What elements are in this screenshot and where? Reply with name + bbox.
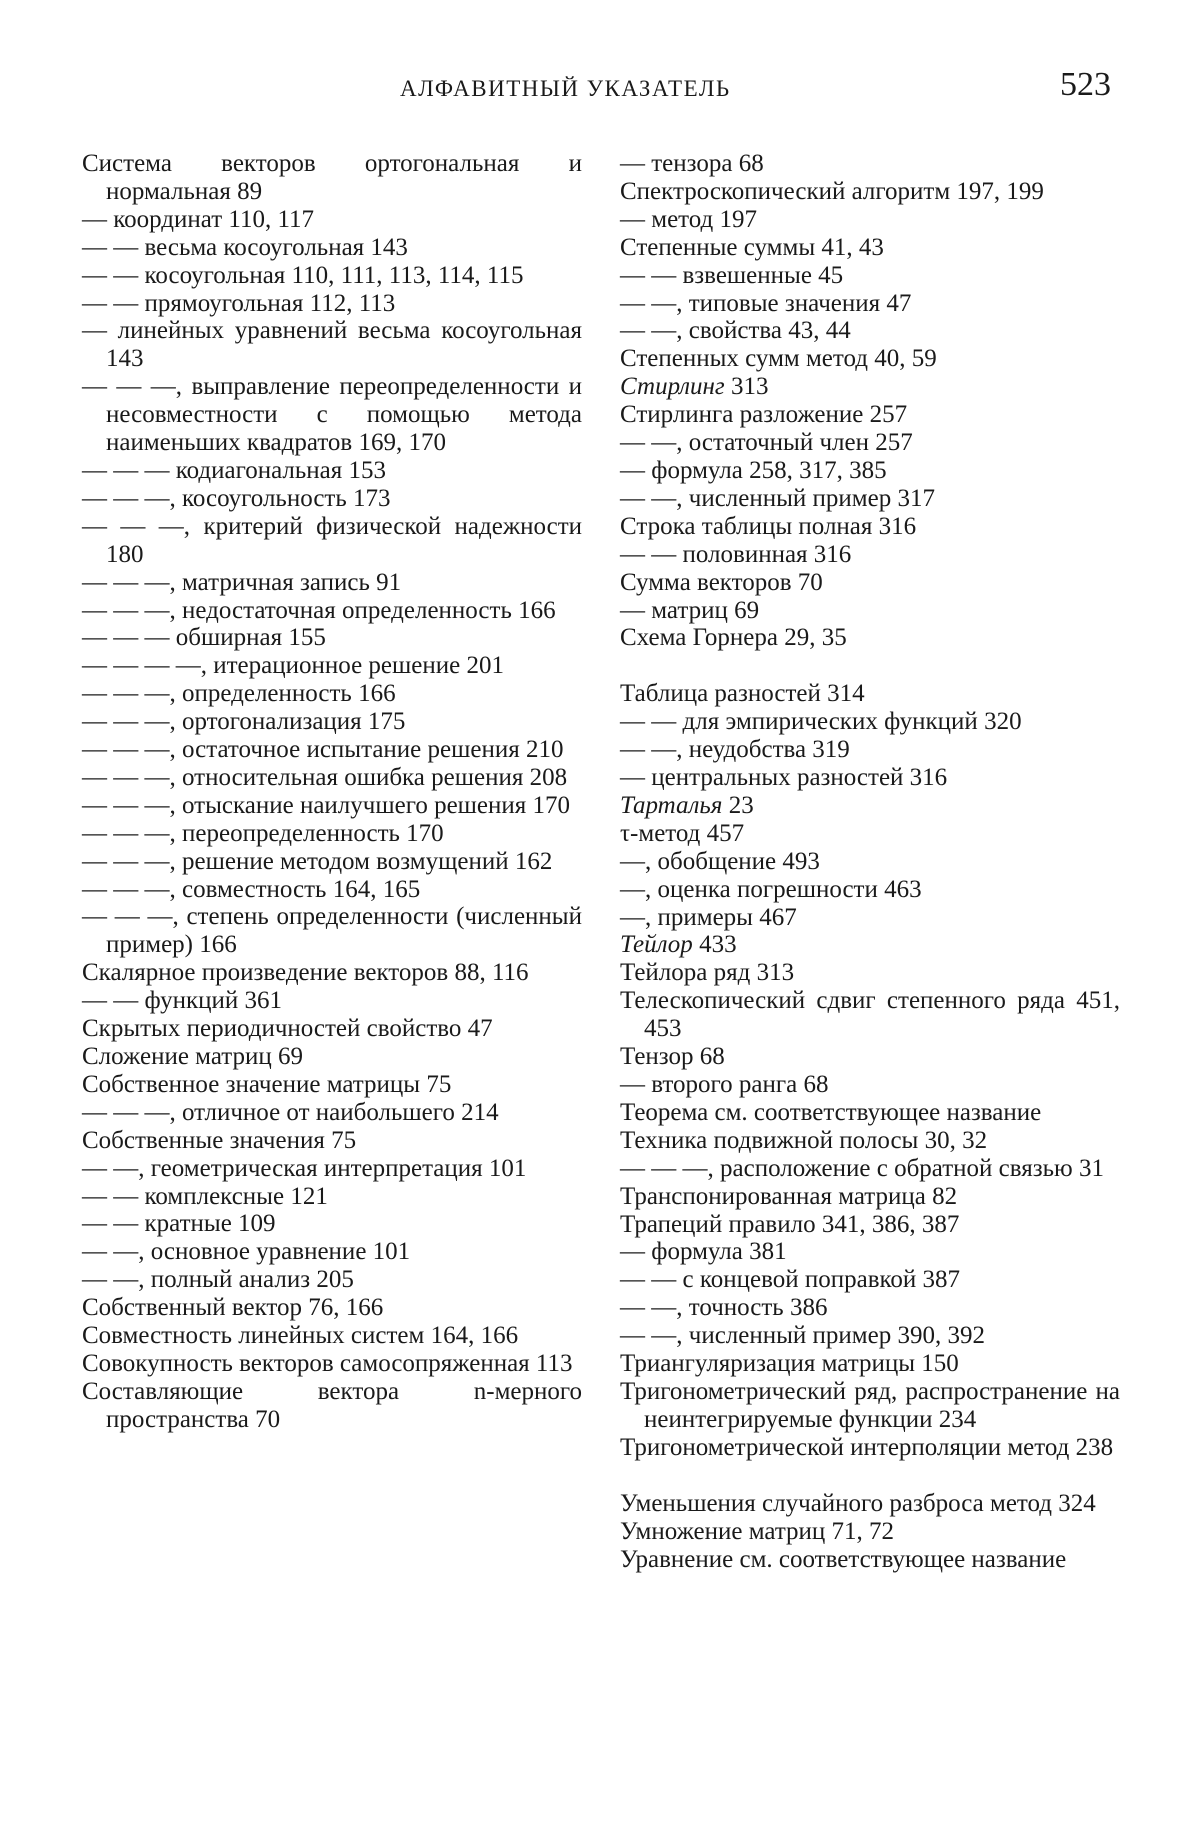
index-entry: — — —, косоугольность 173 [82,484,391,512]
index-entry: Тригонометрический ряд, распространение на неинтегрируемые функции 234 [620,1377,1120,1433]
index-entry: —, примеры 467 [620,903,797,931]
index-entry: — центральных разностей 316 [620,764,948,792]
index-entry: — —, геометрическая интерпретация 101 [82,1154,527,1182]
section-gap [620,652,1120,680]
index-entry: Степенных сумм метод 40, 59 [620,345,937,373]
index-entry: τ-метод 457 [620,819,745,847]
running-title: АЛФАВИТНЫЙ УКАЗАТЕЛЬ [400,76,731,101]
index-entry: Собственные значения 75 [82,1126,357,1154]
index-entry: — —, численный пример 317 [620,484,935,512]
index-entry: —, обобщение 493 [620,847,820,875]
index-entry: — метод 197 [620,205,758,233]
index-entry: —, оценка погрешности 463 [620,875,922,903]
index-entry: Трапеций правило 341, 386, 387 [620,1210,960,1238]
index-entry: Тригонометрической интерполяции метод 238 [620,1433,1114,1461]
index-entry: — формула 381 [620,1238,787,1266]
index-entry: — — для эмпирических функций 320 [620,708,1022,736]
index-entry: Степенные суммы 41, 43 [620,233,884,261]
index-entry: — — —, совместность 164, 165 [82,875,421,903]
index-entry: Собственный вектор 76, 166 [82,1294,384,1322]
index-entry: — — — —, итерационное решение 201 [82,652,504,680]
index-entry: — координат 110, 117 [82,205,315,233]
index-entry: — линейных уравнений весьма косоугольная 143 [82,317,582,373]
index-entry: Спектроскопический алгоритм 197, 199 [620,177,1044,205]
index-entry: — — —, переопределенность 170 [82,819,444,847]
index-entry: Составляющие вектора n-мерного пространства 70 [82,1377,582,1433]
index-entry: — — весьма косоугольная 143 [82,233,408,261]
index-entry: Тейлора ряд 313 [620,959,795,987]
index-entry: — —, основное уравнение 101 [82,1238,411,1266]
page-number: 523 [1060,66,1111,103]
index-entry: — — —, относительная ошибка решения 208 [82,763,568,791]
index-entry: — — —, определенность 166 [82,680,396,708]
index-entry: Тейлор 433 [620,931,737,959]
index-entry: — — прямоугольная 112, 113 [82,289,396,317]
index-entry: — — взвешенные 45 [620,261,844,289]
index-entry: — матриц 69 [620,596,760,624]
index-entry: Умножение матриц 71, 72 [620,1517,895,1545]
index-entry: Таблица разностей 314 [620,680,865,708]
index-entry: — — —, остаточное испытание решения 210 [82,736,564,764]
index-entry: — —, свойства 43, 44 [620,317,851,345]
index-entry: — — функций 361 [82,987,282,1015]
index-entry: — — с концевой поправкой 387 [620,1266,961,1294]
index-entry: Сложение матриц 69 [82,1043,304,1070]
index-entry: Тарталья 23 [620,791,754,819]
running-head [0,66,1200,116]
index-entry: Сумма векторов 70 [620,568,823,596]
index-entry: — — —, недостаточная определенность 166 [82,596,556,624]
index-entry: — — половинная 316 [620,540,852,568]
index-entry: — —, неудобства 319 [620,736,850,764]
index-entry: Система векторов ортогональная и нормальная 89 [82,150,582,205]
index-entry: — — кратные 109 [82,1210,276,1238]
index-entry: — — —, отличное от наибольшего 214 [82,1098,499,1126]
index-entry: — —, точность 386 [620,1294,828,1322]
index-entry: Телескопический сдвиг степенного ряда 451, 453 [620,987,1120,1043]
index-entry: Скалярное произведение векторов 88, 116 [82,959,529,987]
index-entry: Схема Горнера 29, 35 [620,624,847,652]
index-entry: — — —, матричная запись 91 [82,568,402,596]
section-gap [620,1462,1120,1490]
index-entry: — — —, расположение с обратной связью 31 [620,1154,1104,1182]
index-entry: Собственное значение матрицы 75 [82,1070,452,1098]
index-column-right [620,150,1120,1573]
index-entry: Триангуляризация матрицы 150 [620,1350,959,1378]
index-entry: — — —, выправление переопределенности и несовместности с помощью метода наименьших квадратов 169, 170 [82,373,582,457]
index-column-left [82,150,582,1434]
index-entry: Строка таблицы полная 316 [620,512,917,540]
index-entry: Теорема см. соответствующее название [620,1098,1042,1126]
index-entry: — — —, отыскание наилучшего решения 170 [82,791,571,819]
index-entry: Скрытых периодичностей свойство 47 [82,1015,493,1043]
index-entry: — —, типовые значения 47 [620,289,912,317]
index-entry: Совместность линейных систем 164, 166 [82,1322,519,1350]
index-entry: Стирлинга разложение 257 [620,401,908,429]
index-entry: — — комплексные 121 [82,1182,328,1210]
index-entry: — —, численный пример 390, 392 [620,1322,985,1350]
index-entry: — второго ранга 68 [620,1071,829,1098]
index-entry: — — —, ортогонализация 175 [82,708,406,736]
index-entry: Техника подвижной полосы 30, 32 [620,1126,988,1154]
index-entry: — — —, степень определенности (численный пример) 166 [82,903,582,959]
index-entry: — — —, решение методом возмущений 162 [82,847,553,875]
index-entry: Стирлинг 313 [620,373,769,401]
index-entry: — —, остаточный член 257 [620,429,913,457]
index-entry: — формула 258, 317, 385 [620,456,887,484]
index-entry: Уравнение см. соответствующее название [620,1545,1067,1573]
index-entry: — — — кодиагональная 153 [82,456,387,484]
index-entry: — — —, критерий физической надежности 180 [82,512,582,568]
index-entry: Уменьшения случайного разброса метод 324 [620,1489,1096,1517]
index-entry: Совокупность векторов самосопряженная 113 [82,1349,573,1377]
index-entry: — — — обширная 155 [82,624,326,652]
index-entry: — тензора 68 [620,150,764,177]
index-entry: — —, полный анализ 205 [82,1266,354,1294]
index-entry: Транспонированная матрица 82 [620,1182,958,1210]
index-entry: — — косоугольная 110, 111, 113, 114, 115 [82,261,524,289]
index-entry: Тензор 68 [620,1043,725,1071]
